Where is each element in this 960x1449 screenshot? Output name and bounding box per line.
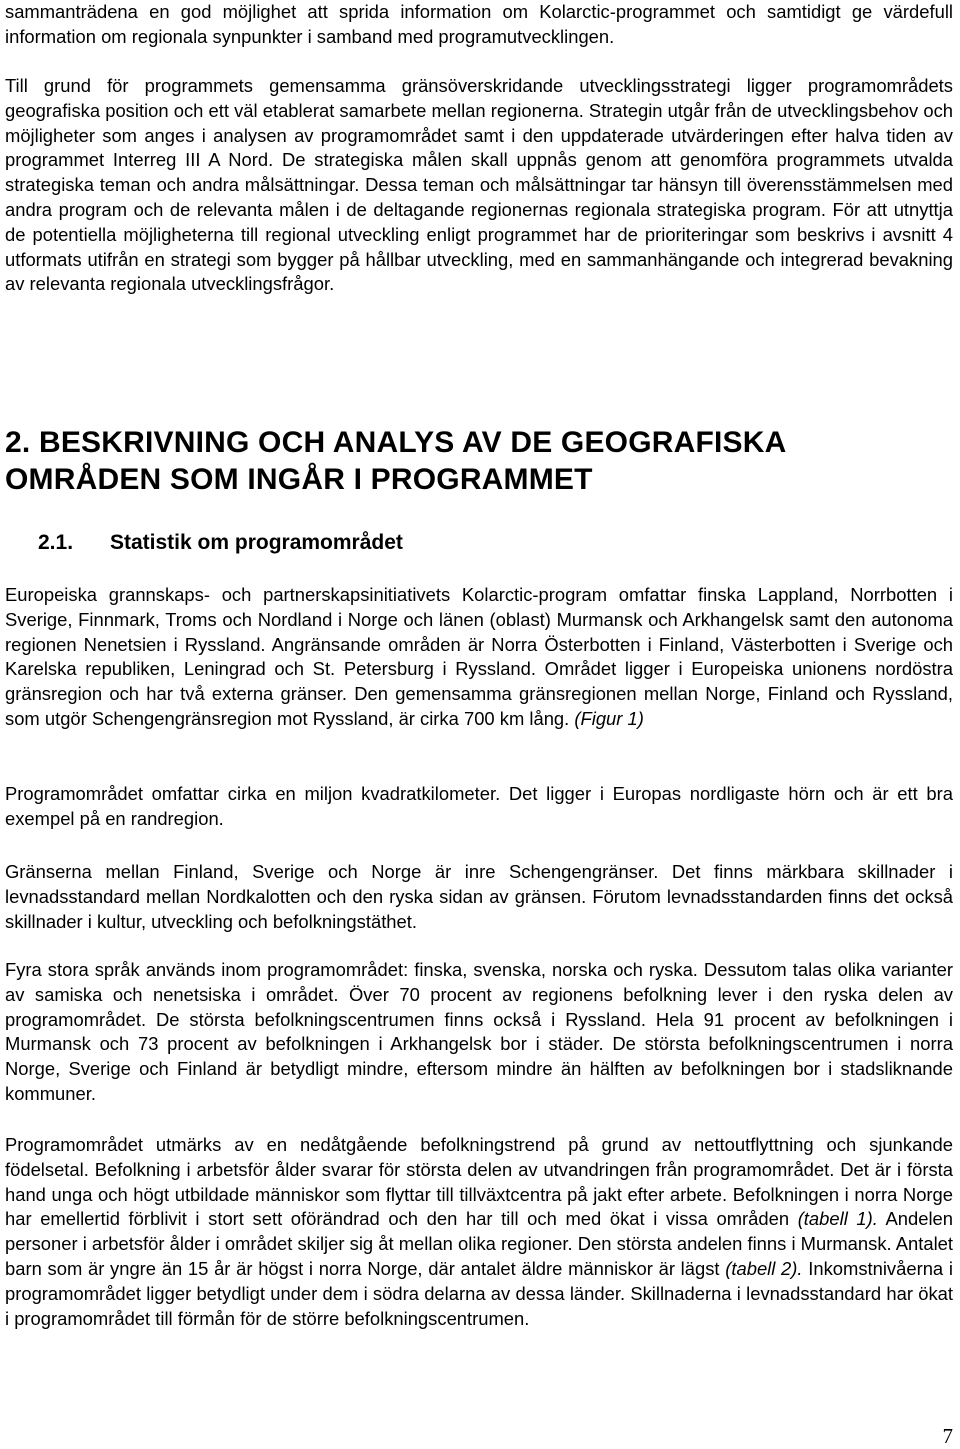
page-number: 7 [942,1424,953,1448]
paragraph-text: Andelen personer i arbetsför ålder i området skiljer sig åt mellan olika regioner. Den största andelen finns i Murmansk. Antalet barn som är yngre än 15 år är högst i norra Norge, där antalet äldre människor är lägst [5,1208,953,1279]
paragraph-text: Inkomstnivåerna i programområdet ligger betydligt under dem i södra delarna av dessa länder. Skillnaderna i levnadsstandard har ökat i programområdet till förmån för de större befolkningscentrumen. [5,1257,953,1329]
subsection-title: Statistik om programområdet [110,531,403,554]
table-reference: (tabell 2). [725,1257,803,1279]
subsection-heading [38,530,403,556]
paragraph-text: Programområdet utmärks av en nedåtgående befolkningstrend på grund av nettoutflyttning och sjunkande födelsetal. Befolkning i arbetsför ålder svarar för största delen av utvandringen från programområdet. Det är i första hand unga och högt utbildade människor som flyttar till tillväxtcentra på jakt efter arbete. Befolkningen i norra Norge har emellertid förblivit i stort sett oförändrad och den har till och med ökat i vissa områden [5,1134,953,1230]
table-reference: (tabell 1). [797,1208,878,1230]
figure-reference: (Figur 1) [574,707,644,729]
paragraph-languages: Fyra stora språk används inom programområdet: finska, svenska, norska och ryska. Dessutom talas olika varianter av samiska och nenetsiska i området. Över 70 procent av regionens befolkning lever i den ryska delen av programområdet. De största befolkningscentrumen finns också i Ryssland. Hela 91 procent av befolkningen i Murmansk och 73 procent av befolkningen i Arkhangelsk bor i städer. De största befolkningscentrumen i norra Norge, Sverige och Finland är betydligt mindre, eftersom mindre än hälften av befolkningen bor i stadsliknande kommuner. [5,959,953,1104]
intro-paragraph-continued: sammanträdena en god möjlighet att sprida information om Kolarctic-programmet och samtidigt ge värdefull information om regionala synpunkter i samband med programutvecklingen. [5,1,953,47]
paragraph-program-area [5,583,953,732]
subsection-number: 2.1. [38,531,74,554]
section-heading: 2. BESKRIVNING OCH ANALYS AV DE GEOGRAFISKA OMRÅDEN SOM INGÅR I PROGRAMMET [5,426,786,496]
paragraph-borders: Gränserna mellan Finland, Sverige och Norge är inre Schengengränser. Det finns märkbara skillnader i levnadsstandard mellan Nordkalotten och den ryska sidan av gränsen. Förutom levnadsstandarden finns det också skillnader i kultur, utveckling och befolkningstäthet. [5,861,953,932]
paragraph-area-size: Programområdet omfattar cirka en miljon kvadratkilometer. Det ligger i Europas nordligaste hörn och är ett bra exempel på en randregion. [5,783,953,829]
paragraph-population-trend [5,1133,953,1331]
intro-paragraph-strategy: Till grund för programmets gemensamma gränsöverskridande utvecklingsstrategi ligger programområdets geografiska position och ett väl etablerat samarbete mellan regionerna. Strategin utgår från de utvecklingsbehov och möjligheter som anges i analysen av programområdet samt i den uppdaterade utvärderingen efter halva tiden av programmet Interreg III A Nord. De strategiska målen skall uppnås genom att genomföra programmets utvalda strategiska teman och andra målsättningar. Dessa teman och målsättningar tar hänsyn till överensstämmelsen med andra program och de relevanta målen i de deltagande regionernas regionala strategiska program. För att utnyttja de potentiella möjligheterna till regional utveckling enligt programmet har de prioriteringar som beskrivs i avsnitt 4 utformats utifrån en strategi som bygger på hållbar utveckling, med en sammanhängande och integrerad bevakning av relevanta regionala utvecklingsfrågor. [5,75,953,295]
paragraph-text: Europeiska grannskaps- och partnerskapsinitiativets Kolarctic-program omfattar finska Lappland, Norrbotten i Sverige, Finnmark, Troms och Nordland i Norge och länen (oblast) Murmansk och Arkhangelsk samt den autonoma regionen Nenetsien i Ryssland. Angränsande områden är Norra Österbotten i Finland, Västerbotten i Sverige och Karelska republiken, Leningrad och St. Petersburg i Ryssland. Området ligger i Europeiska unionens nordöstra gränsregion och har två externa gränser. Den gemensamma gränsregionen mellan Norge, Finland och Ryssland, som utgör Schengengränsregion mot Ryssland, är cirka 700 km lång. [5,584,953,729]
